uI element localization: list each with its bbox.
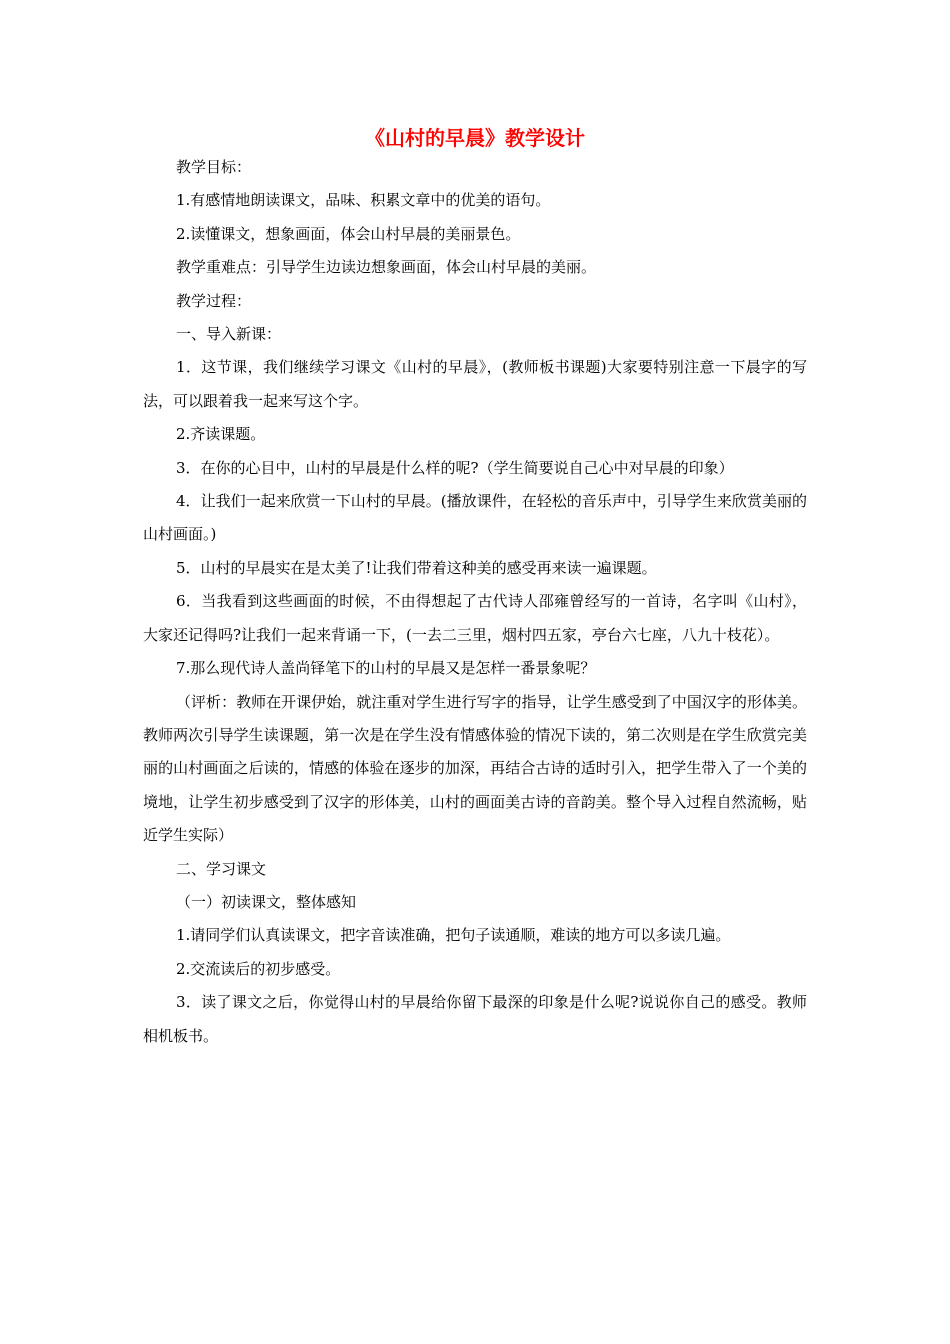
paragraph: 一、导入新课： — [176, 325, 282, 344]
paragraph: （评析：教师在开课伊始，就注重对学生进行写字的指导，让学生感受到了中国汉字的形体美。教师两次引导学生读课题，第一次是在学生没有情感体验的情况下读的，第二次则是在学生欣赏完美丽的山村画面之后读的，情感的体验在逐步的加深，再结合古诗的适时引入，把学生带入了一个美的境地，让学生初步感受到了汉字的形体美，山村的画面美古诗的音韵美。整个导入过程自然流畅，贴近学生实际） — [143, 692, 807, 845]
paragraph: 1．这节课，我们继续学习课文《山村的早晨》，(教师板书课题)大家要特别注意一下晨字的写法，可以跟着我一起来写这个字。 — [143, 358, 807, 410]
paragraph: 7.那么现代诗人盖尚铎笔下的山村的早晨又是怎样一番景象呢？ — [176, 659, 596, 678]
paragraph: 二、学习课文 — [176, 859, 267, 878]
paragraph: 6．当我看到这些画面的时候，不由得想起了古代诗人邵雍曾经写的一首诗，名字叫《山村》，大家还记得吗?让我们一起来背诵一下，(一去二三里，烟村四五家，亭台六七座，八九十枝花）。 — [143, 592, 807, 644]
paragraph: 教学目标： — [176, 158, 252, 176]
paragraph: 1.有感情地朗读课文，品味、积累文章中的优美的语句。 — [176, 191, 551, 210]
document-body — [143, 151, 807, 1053]
paragraph: （一）初读课文，整体感知 — [176, 892, 357, 911]
paragraph: 1.请同学们认真读课文，把字音读准确，把句子读通顺，难读的地方可以多读几遍。 — [176, 926, 731, 945]
paragraph: 2.读懂课文，想象画面，体会山村早晨的美丽景色。 — [176, 224, 521, 243]
document-title: 《山村的早晨》教学设计 — [365, 126, 585, 150]
paragraph: 2.齐读课题。 — [176, 425, 266, 444]
paragraph: 4．让我们一起来欣赏一下山村的早晨。(播放课件，在轻松的音乐声中，引导学生来欣赏美丽的山村画面。) — [143, 492, 807, 544]
paragraph: 3．在你的心目中，山村的早晨是什么样的呢?（学生简要说自己心中对早晨的印象） — [176, 458, 734, 477]
paragraph: 5．山村的早晨实在是太美了!让我们带着这种美的感受再来读一遍课题。 — [176, 558, 657, 577]
paragraph: 2.交流读后的初步感受。 — [176, 959, 341, 978]
paragraph: 教学重难点：引导学生边读边想象画面，体会山村早晨的美丽。 — [176, 258, 597, 277]
paragraph: 教学过程： — [176, 291, 252, 310]
paragraph: 3．读了课文之后，你觉得山村的早晨给你留下最深的印象是什么呢?说说你自己的感受。教师相机板书。 — [143, 993, 807, 1045]
